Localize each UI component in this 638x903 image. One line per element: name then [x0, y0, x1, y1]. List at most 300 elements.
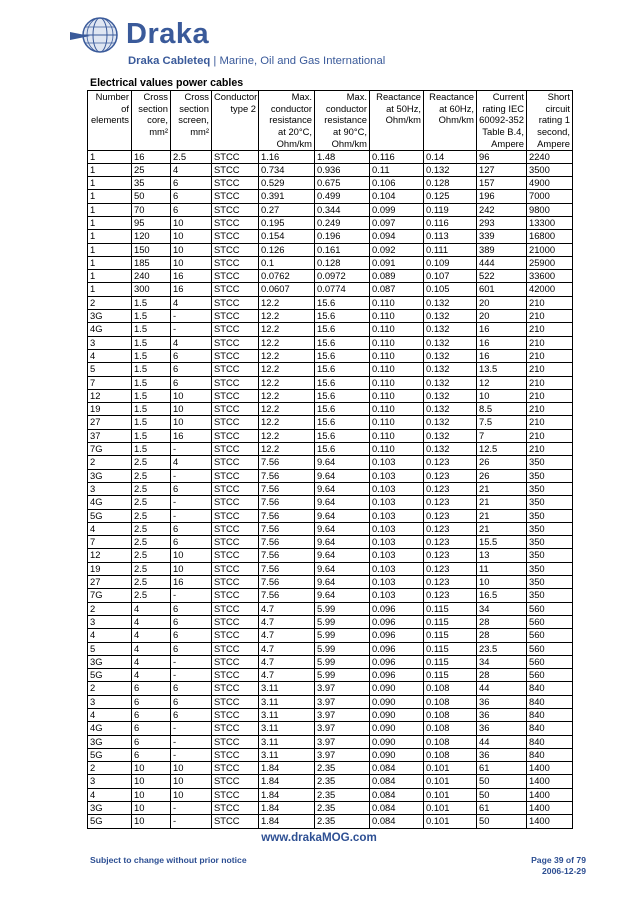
table-cell: 10 [171, 788, 212, 801]
table-cell: 12.2 [259, 416, 315, 429]
table-cell: 0.123 [424, 456, 477, 469]
table-cell: 0.132 [424, 310, 477, 323]
table-cell: - [171, 443, 212, 456]
table-cell: 9.64 [315, 562, 370, 575]
table-cell: 3 [88, 695, 132, 708]
table-cell: 1.5 [132, 376, 171, 389]
table-cell: 1.5 [132, 416, 171, 429]
table-cell: 350 [527, 522, 573, 535]
table-cell: 0.128 [315, 256, 370, 269]
table-cell: 9.64 [315, 549, 370, 562]
table-cell: 16 [132, 150, 171, 163]
table-cell: 0.132 [424, 323, 477, 336]
table-cell: STCC [212, 217, 259, 230]
table-cell: 4G [88, 722, 132, 735]
table-cell: 36 [477, 695, 527, 708]
table-cell: - [171, 815, 212, 828]
table-cell: 16.5 [477, 589, 527, 602]
table-cell: 4 [132, 629, 171, 642]
table-cell: 1 [88, 256, 132, 269]
table-cell: 1.5 [132, 323, 171, 336]
table-cell: 0.110 [370, 336, 424, 349]
table-cell: 560 [527, 615, 573, 628]
table-cell: 0.110 [370, 323, 424, 336]
table-cell: 7.56 [259, 562, 315, 575]
table-row [88, 256, 573, 269]
table-cell: 0.110 [370, 363, 424, 376]
table-cell: 3.97 [315, 735, 370, 748]
table-cell: 1 [88, 283, 132, 296]
table-cell: 12.2 [259, 443, 315, 456]
table-cell: 3 [88, 615, 132, 628]
table-cell: 11 [477, 562, 527, 575]
table-cell: 96 [477, 150, 527, 163]
table-cell: 2.5 [132, 576, 171, 589]
brand-subtitle-rest: | Marine, Oil and Gas International [210, 55, 386, 67]
table-cell: 0.108 [424, 735, 477, 748]
table-cell: STCC [212, 549, 259, 562]
table-cell: 0.123 [424, 562, 477, 575]
table-cell: 25 [132, 163, 171, 176]
table-cell: 0.110 [370, 416, 424, 429]
table-cell: STCC [212, 815, 259, 828]
table-cell: 9.64 [315, 509, 370, 522]
table-cell: STCC [212, 589, 259, 602]
table-cell: 350 [527, 509, 573, 522]
table-cell: 27 [88, 416, 132, 429]
table-row [88, 190, 573, 203]
table-cell: 2.35 [315, 788, 370, 801]
table-cell: 44 [477, 682, 527, 695]
table-cell: STCC [212, 722, 259, 735]
table-cell: 15.6 [315, 429, 370, 442]
table-cell: 50 [477, 775, 527, 788]
table-cell: 3G [88, 802, 132, 815]
table-cell: 1.84 [259, 788, 315, 801]
table-cell: 16 [171, 429, 212, 442]
table-row [88, 522, 573, 535]
table-cell: 16 [171, 283, 212, 296]
table-cell: - [171, 655, 212, 668]
table-cell: 2.5 [132, 589, 171, 602]
table-cell: 0.090 [370, 708, 424, 721]
table-cell: 9.64 [315, 496, 370, 509]
table-cell: 0.096 [370, 602, 424, 615]
table-cell: 560 [527, 655, 573, 668]
table-cell: 7.56 [259, 469, 315, 482]
table-cell: 0.103 [370, 562, 424, 575]
table-cell: - [171, 669, 212, 682]
table-cell: 2.5 [132, 549, 171, 562]
table-cell: STCC [212, 403, 259, 416]
table-row [88, 150, 573, 163]
column-header: Cross section core, mm² [132, 91, 171, 151]
table-cell: 1 [88, 177, 132, 190]
table-row [88, 695, 573, 708]
table-cell: 0.110 [370, 429, 424, 442]
table-cell: 9.64 [315, 469, 370, 482]
table-cell: 0.529 [259, 177, 315, 190]
table-cell: 15.6 [315, 336, 370, 349]
table-row [88, 270, 573, 283]
table-cell: 0.103 [370, 469, 424, 482]
table-cell: 3 [88, 336, 132, 349]
table-cell: STCC [212, 177, 259, 190]
table-cell: 12.2 [259, 349, 315, 362]
column-header: Short circuit rating 1 second, Ampere [527, 91, 573, 151]
table-cell: 10 [171, 549, 212, 562]
table-cell: 0.103 [370, 549, 424, 562]
table-cell: STCC [212, 256, 259, 269]
table-cell: 34 [477, 655, 527, 668]
table-cell: 0.123 [424, 509, 477, 522]
table-cell: 840 [527, 748, 573, 761]
website-link[interactable]: www.drakaMOG.com [261, 831, 377, 844]
table-cell: 13 [477, 549, 527, 562]
table-cell: 5G [88, 815, 132, 828]
table-cell: - [171, 509, 212, 522]
table-cell: 210 [527, 443, 573, 456]
table-cell: 0.110 [370, 376, 424, 389]
table-cell: 2 [88, 682, 132, 695]
table-cell: 350 [527, 549, 573, 562]
table-row [88, 336, 573, 349]
table-cell: - [171, 802, 212, 815]
table-cell: 5.99 [315, 629, 370, 642]
table-cell: 2 [88, 296, 132, 309]
table-cell: 444 [477, 256, 527, 269]
table-cell: 0.391 [259, 190, 315, 203]
table-cell: 23.5 [477, 642, 527, 655]
table-cell: 3.11 [259, 695, 315, 708]
table-cell: 0.089 [370, 270, 424, 283]
table-cell: 1.84 [259, 762, 315, 775]
table-cell: 16800 [527, 230, 573, 243]
table-cell: 2 [88, 762, 132, 775]
table-cell: - [171, 496, 212, 509]
table-cell: STCC [212, 629, 259, 642]
table-cell: 1.5 [132, 389, 171, 402]
table-cell: 0.14 [424, 150, 477, 163]
table-row [88, 217, 573, 230]
table-cell: 3 [88, 775, 132, 788]
table-cell: STCC [212, 602, 259, 615]
table-row [88, 576, 573, 589]
table-row [88, 682, 573, 695]
page-number: Page 39 of 79 [531, 855, 586, 865]
table-cell: 10 [477, 576, 527, 589]
table-cell: 3.11 [259, 708, 315, 721]
table-cell: 28 [477, 629, 527, 642]
table-cell: 0.115 [424, 642, 477, 655]
table-cell: 0.499 [315, 190, 370, 203]
table-cell: 350 [527, 496, 573, 509]
table-cell: 210 [527, 349, 573, 362]
table-cell: 0.107 [424, 270, 477, 283]
table-cell: 2.5 [132, 482, 171, 495]
electrical-values-table [87, 90, 573, 829]
table-cell: 21000 [527, 243, 573, 256]
table-cell: 12.5 [477, 443, 527, 456]
column-header: Current rating IEC 60092-352 Table B.4, Ampere [477, 91, 527, 151]
table-row [88, 283, 573, 296]
table-cell: 0.132 [424, 429, 477, 442]
table-cell: 3G [88, 469, 132, 482]
table-cell: 350 [527, 536, 573, 549]
table-cell: 0.249 [315, 217, 370, 230]
table-cell: 4 [132, 669, 171, 682]
table-cell: STCC [212, 349, 259, 362]
table-cell: 1400 [527, 815, 573, 828]
table-cell: 7.56 [259, 589, 315, 602]
table-cell: 0.103 [370, 496, 424, 509]
table-cell: 7.56 [259, 549, 315, 562]
table-cell: 0.123 [424, 522, 477, 535]
table-cell: 9.64 [315, 456, 370, 469]
table-cell: 26 [477, 469, 527, 482]
table-cell: 350 [527, 456, 573, 469]
table-cell: 7000 [527, 190, 573, 203]
brand-header [70, 14, 490, 74]
table-cell: STCC [212, 522, 259, 535]
table-cell: 157 [477, 177, 527, 190]
table-cell: STCC [212, 456, 259, 469]
table-cell: STCC [212, 336, 259, 349]
table-cell: 15.6 [315, 323, 370, 336]
table-cell: 0.101 [424, 815, 477, 828]
table-cell: 0.108 [424, 695, 477, 708]
table-cell: 4 [88, 788, 132, 801]
table-cell: 0.123 [424, 469, 477, 482]
table-cell: 0.154 [259, 230, 315, 243]
table-cell: 4.7 [259, 629, 315, 642]
table-cell: STCC [212, 443, 259, 456]
table-cell: STCC [212, 509, 259, 522]
table-cell: 36 [477, 748, 527, 761]
table-row [88, 482, 573, 495]
table-cell: 15.5 [477, 536, 527, 549]
table-cell: STCC [212, 323, 259, 336]
table-cell: 0.108 [424, 748, 477, 761]
table-cell: 0.116 [424, 217, 477, 230]
table-cell: 9.64 [315, 482, 370, 495]
table-cell: 20 [477, 310, 527, 323]
table-cell: 0.115 [424, 655, 477, 668]
table-cell: 28 [477, 615, 527, 628]
table-cell: 0.111 [424, 243, 477, 256]
table-row [88, 429, 573, 442]
table-cell: 0.125 [424, 190, 477, 203]
table-cell: - [171, 735, 212, 748]
table-cell: 0.0774 [315, 283, 370, 296]
table-cell: 1.5 [132, 349, 171, 362]
table-cell: 13.5 [477, 363, 527, 376]
table-cell: 0.090 [370, 682, 424, 695]
table-cell: 0.103 [370, 576, 424, 589]
table-cell: - [171, 589, 212, 602]
table-cell: 12.2 [259, 403, 315, 416]
table-cell: 9.64 [315, 522, 370, 535]
table-cell: 2.35 [315, 775, 370, 788]
table-cell: 210 [527, 336, 573, 349]
table-cell: 4 [132, 655, 171, 668]
table-cell: 2.5 [132, 509, 171, 522]
table-cell: 2.5 [132, 456, 171, 469]
table-cell: 50 [477, 815, 527, 828]
table-cell: 4 [171, 456, 212, 469]
table-row [88, 376, 573, 389]
table-cell: 15.6 [315, 376, 370, 389]
table-cell: 10 [171, 230, 212, 243]
table-cell: 4 [88, 522, 132, 535]
table-cell: 350 [527, 589, 573, 602]
table-cell: 21 [477, 496, 527, 509]
table-cell: 840 [527, 682, 573, 695]
table-cell: 12.2 [259, 323, 315, 336]
table-cell: 12 [88, 389, 132, 402]
table-cell: STCC [212, 496, 259, 509]
table-cell: 6 [132, 735, 171, 748]
table-cell: 0.109 [424, 256, 477, 269]
table-cell: 0.132 [424, 349, 477, 362]
table-cell: STCC [212, 270, 259, 283]
table-row [88, 363, 573, 376]
table-row [88, 748, 573, 761]
table-cell: STCC [212, 230, 259, 243]
table-cell: 0.0972 [315, 270, 370, 283]
table-cell: 4 [171, 296, 212, 309]
table-cell: 0.084 [370, 775, 424, 788]
table-cell: 6 [171, 615, 212, 628]
table-cell: 0.099 [370, 203, 424, 216]
table-cell: 3500 [527, 163, 573, 176]
table-cell: 5.99 [315, 642, 370, 655]
table-cell: 0.110 [370, 403, 424, 416]
table-cell: 1.5 [132, 403, 171, 416]
table-cell: 7 [477, 429, 527, 442]
table-cell: 3.11 [259, 722, 315, 735]
table-cell: 20 [477, 296, 527, 309]
table-cell: 15.6 [315, 389, 370, 402]
table-cell: 15.6 [315, 416, 370, 429]
table-cell: 0.090 [370, 748, 424, 761]
table-cell: 10 [132, 815, 171, 828]
table-cell: 560 [527, 642, 573, 655]
table-cell: STCC [212, 762, 259, 775]
table-cell: 15.6 [315, 296, 370, 309]
table-cell: 5.99 [315, 602, 370, 615]
table-cell: 0.101 [424, 775, 477, 788]
table-cell: 7.56 [259, 482, 315, 495]
table-cell: 1.5 [132, 310, 171, 323]
table-cell: 0.123 [424, 496, 477, 509]
table-cell: 6 [171, 536, 212, 549]
table-cell: 0.115 [424, 629, 477, 642]
table-cell: 2.5 [132, 469, 171, 482]
table-cell: 15.6 [315, 310, 370, 323]
table-cell: 1400 [527, 788, 573, 801]
table-cell: 19 [88, 403, 132, 416]
table-cell: 61 [477, 802, 527, 815]
table-cell: 0.105 [424, 283, 477, 296]
column-header: Reactance at 60Hz, Ohm/km [424, 91, 477, 151]
table-cell: - [171, 748, 212, 761]
table-cell: STCC [212, 615, 259, 628]
table-cell: 9.64 [315, 589, 370, 602]
table-cell: 1.5 [132, 363, 171, 376]
table-cell: 0.108 [424, 722, 477, 735]
table-cell: 1.5 [132, 443, 171, 456]
table-cell: 21 [477, 509, 527, 522]
table-cell: 1.5 [132, 296, 171, 309]
brand-subtitle-bold: Draka Cableteq [128, 55, 211, 67]
table-cell: 3.11 [259, 735, 315, 748]
table-cell: STCC [212, 576, 259, 589]
table-cell: 10 [171, 775, 212, 788]
table-row [88, 562, 573, 575]
table-cell: - [171, 310, 212, 323]
table-cell: 4G [88, 323, 132, 336]
table-cell: 10 [132, 802, 171, 815]
table-cell: 12.2 [259, 376, 315, 389]
table-cell: 10 [132, 775, 171, 788]
table-cell: 1 [88, 270, 132, 283]
column-header: Cross section screen, mm² [171, 91, 212, 151]
table-cell: 0.110 [370, 389, 424, 402]
table-cell: 350 [527, 482, 573, 495]
table-cell: 61 [477, 762, 527, 775]
table-cell: 10 [132, 788, 171, 801]
table-cell: 840 [527, 735, 573, 748]
table-cell: 0.132 [424, 389, 477, 402]
table-cell: 1 [88, 217, 132, 230]
table-cell: STCC [212, 695, 259, 708]
table-cell: 6 [171, 708, 212, 721]
table-cell: 0.11 [370, 163, 424, 176]
table-row [88, 203, 573, 216]
table-cell: 1.84 [259, 815, 315, 828]
table-cell: 5 [88, 642, 132, 655]
table-cell: 0.195 [259, 217, 315, 230]
table-row [88, 708, 573, 721]
table-row [88, 230, 573, 243]
table-title: Electrical values power cables [90, 77, 244, 89]
table-cell: 34 [477, 602, 527, 615]
table-cell: 6 [171, 629, 212, 642]
table-cell: 8.5 [477, 403, 527, 416]
table-cell: STCC [212, 642, 259, 655]
table-cell: 9800 [527, 203, 573, 216]
table-cell: 0.110 [370, 310, 424, 323]
table-cell: STCC [212, 310, 259, 323]
table-cell: 16 [171, 576, 212, 589]
table-cell: 3.11 [259, 682, 315, 695]
table-cell: 196 [477, 190, 527, 203]
table-cell: STCC [212, 708, 259, 721]
table-cell: 0.344 [315, 203, 370, 216]
table-cell: 1.84 [259, 802, 315, 815]
table-cell: 6 [171, 349, 212, 362]
table-cell: STCC [212, 363, 259, 376]
table-cell: 4 [171, 336, 212, 349]
table-cell: 0.110 [370, 296, 424, 309]
table-cell: 12.2 [259, 389, 315, 402]
table-cell: 27 [88, 576, 132, 589]
table-cell: 0.084 [370, 802, 424, 815]
table-cell: 1 [88, 150, 132, 163]
table-cell: 4 [88, 349, 132, 362]
table-cell: 5G [88, 669, 132, 682]
